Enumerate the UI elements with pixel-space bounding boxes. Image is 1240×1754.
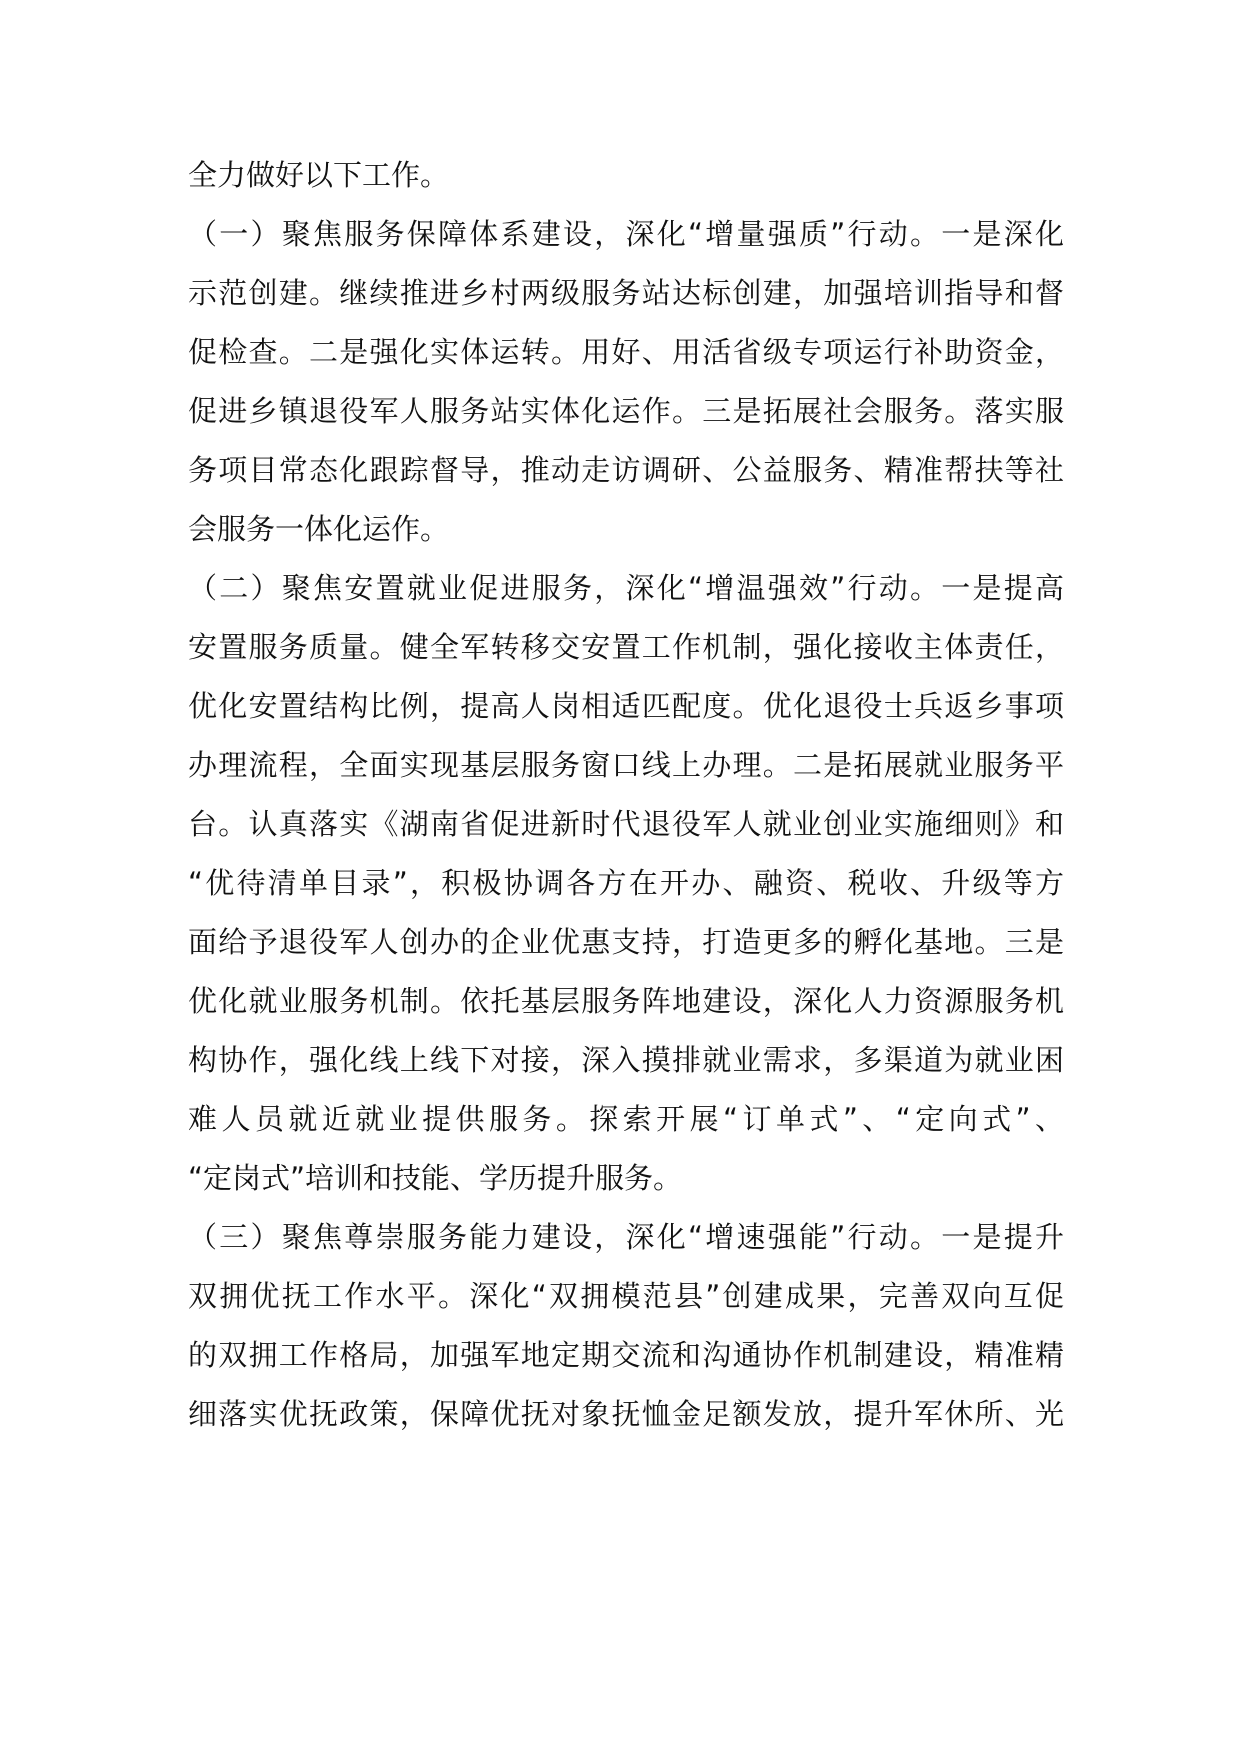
- text-line: 示范创建。继续推进乡村两级服务站达标创建，加强培训指导和督: [188, 276, 1064, 310]
- text-line: 促检查。二是强化实体运转。用好、用活省级专项运行补助资金，: [188, 335, 1064, 369]
- text-line: 务项目常态化跟踪督导，推动走访调研、公益服务、精准帮扶等社: [188, 453, 1064, 487]
- text-line: 台。认真落实《湖南省促进新时代退役军人就业创业实施细则》和: [188, 807, 1064, 841]
- text-line: 双拥优抚工作水平。深化“双拥模范县”创建成果，完善双向互促: [188, 1279, 1064, 1313]
- text-line: “优待清单目录”，积极协调各方在开办、融资、税收、升级等方: [188, 866, 1064, 900]
- text-line: 办理流程，全面实现基层服务窗口线上办理。二是拓展就业服务平: [188, 748, 1064, 782]
- text-line: 面给予退役军人创办的企业优惠支持，打造更多的孵化基地。三是: [188, 925, 1064, 959]
- text-line: 安置服务质量。健全军转移交安置工作机制，强化接收主体责任，: [188, 630, 1064, 664]
- text-line: 优化安置结构比例，提高人岗相适匹配度。优化退役士兵返乡事项: [188, 689, 1064, 723]
- text-line: （一）聚焦服务保障体系建设，深化“增量强质”行动。一是深化: [188, 217, 1064, 251]
- text-line: 优化就业服务机制。依托基层服务阵地建设，深化人力资源服务机: [188, 984, 1064, 1018]
- text-line: 细落实优抚政策，保障优抚对象抚恤金足额发放，提升军休所、光: [188, 1397, 1064, 1431]
- text-line: 会服务一体化运作。: [188, 512, 450, 546]
- text-line: 构协作，强化线上线下对接，深入摸排就业需求，多渠道为就业困: [188, 1043, 1064, 1077]
- text-line: （三）聚焦尊崇服务能力建设，深化“增速强能”行动。一是提升: [188, 1220, 1064, 1254]
- text-line: （二）聚焦安置就业促进服务，深化“增温强效”行动。一是提高: [188, 571, 1064, 605]
- text-line: 难人员就近就业提供服务。探索开展“订单式”、“定向式”、: [188, 1102, 1064, 1136]
- text-line: 促进乡镇退役军人服务站实体化运作。三是拓展社会服务。落实服: [188, 394, 1064, 428]
- text-line: 的双拥工作格局，加强军地定期交流和沟通协作机制建设，精准精: [188, 1338, 1064, 1372]
- text-line: 全力做好以下工作。: [188, 158, 450, 192]
- text-line: “定岗式”培训和技能、学历提升服务。: [188, 1161, 683, 1195]
